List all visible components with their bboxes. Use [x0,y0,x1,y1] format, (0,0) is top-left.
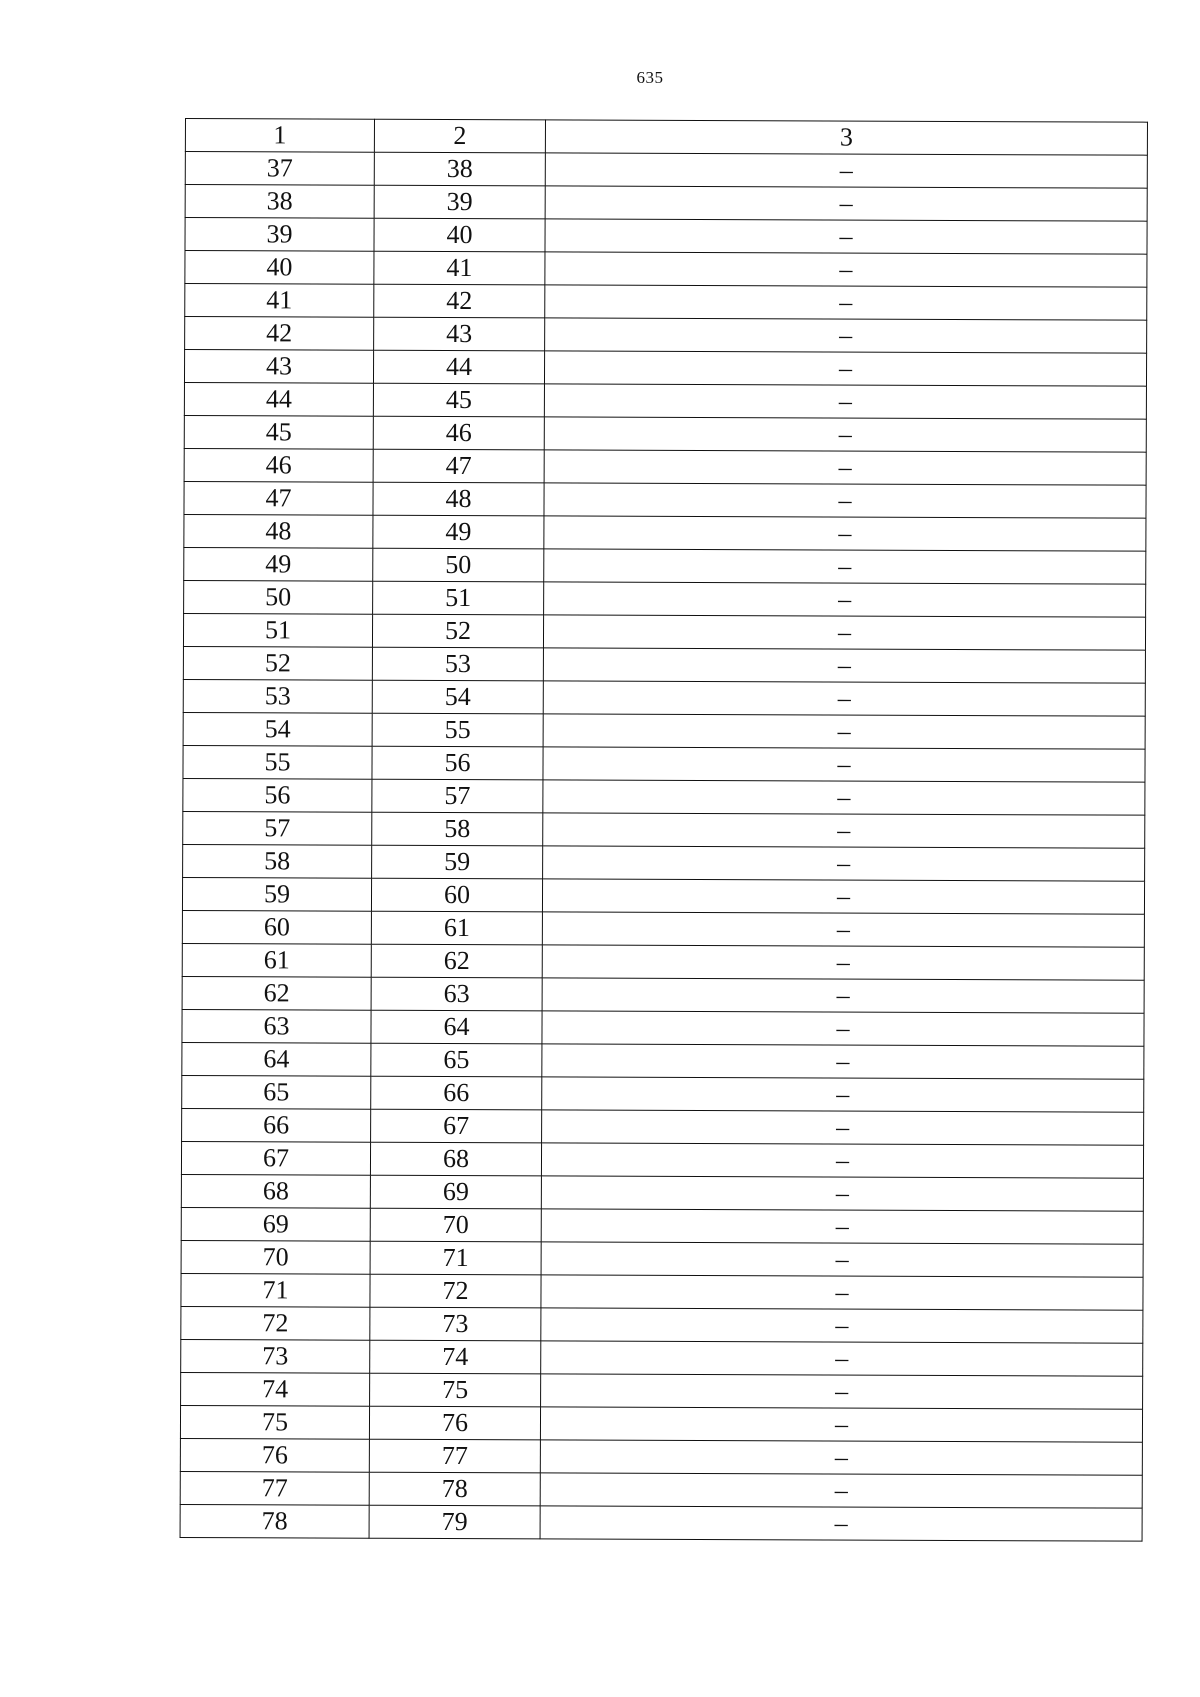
table-cell-col-1: 63 [182,1009,371,1043]
table-cell-col-2: 68 [370,1142,541,1176]
table-cell-col-2: 78 [369,1472,540,1506]
table-row [184,514,1146,551]
table-cell-col-2: 47 [373,449,544,483]
table-cell-col-3: – [542,1044,1144,1079]
table-cell-col-1: 64 [182,1042,371,1076]
table-cell-col-3: – [543,846,1145,881]
table-cell-col-2: 55 [372,713,543,747]
table-cell-col-1: 42 [185,317,374,351]
table-cell-col-2: 76 [369,1406,540,1440]
table-row [183,778,1145,815]
table-cell-col-2: 77 [369,1439,540,1473]
table-row [181,1207,1143,1244]
table-cell-col-2: 53 [372,647,543,681]
table-cell-col-1: 76 [180,1438,369,1472]
table-row [182,1042,1144,1079]
table-cell-col-3: – [541,1341,1143,1376]
table-cell-col-1: 51 [183,613,372,647]
table-row [185,251,1147,288]
table-cell-col-2: 72 [370,1274,541,1308]
table-cell-col-3: – [544,516,1146,551]
table-row [183,679,1145,716]
table-cell-col-2: 70 [370,1208,541,1242]
table-cell-col-1: 56 [183,778,372,812]
table-cell-col-1: 75 [180,1405,369,1439]
table-cell-col-3: – [542,1110,1144,1145]
table-row [182,910,1144,947]
header-cell-col-3: 3 [545,120,1147,155]
table-row [182,943,1144,980]
table-cell-col-3: – [543,780,1145,815]
table-cell-col-3: – [541,1209,1143,1244]
table-cell-col-2: 46 [373,416,544,450]
table-row [180,1405,1142,1442]
table-cell-col-3: – [541,1374,1143,1409]
table-cell-col-1: 54 [183,712,372,746]
table-cell-col-1: 44 [184,382,373,416]
table-cell-col-3: – [541,1308,1143,1343]
table-cell-col-1: 62 [182,976,371,1010]
table-row [183,745,1145,782]
table-cell-col-2: 75 [370,1373,541,1407]
table-cell-col-2: 52 [372,614,543,648]
page-number: 635 [636,68,664,87]
table-cell-col-3: – [541,1242,1143,1277]
table-cell-col-2: 71 [370,1241,541,1275]
table-cell-col-1: 61 [182,943,371,977]
table-cell-col-1: 70 [181,1240,370,1274]
table-cell-col-3: – [540,1473,1142,1508]
table-cell-col-1: 50 [184,580,373,614]
table-cell-col-3: – [545,285,1147,320]
table-cell-col-1: 65 [182,1075,371,1109]
table-cell-col-3: – [545,252,1147,287]
table-row [184,448,1146,485]
table-cell-col-3: – [542,1077,1144,1112]
table-cell-col-2: 60 [371,878,542,912]
table-cell-col-3: – [543,648,1145,683]
table-cell-col-3: – [543,681,1145,716]
table-cell-col-2: 38 [374,152,545,186]
table-cell-col-3: – [540,1506,1142,1541]
table-row [184,547,1146,584]
table-cell-col-1: 66 [182,1108,371,1142]
table-cell-col-1: 58 [183,844,372,878]
table-cell-col-1: 53 [183,679,372,713]
table-row [185,152,1147,189]
table-row [184,382,1146,419]
table-cell-col-3: – [541,1176,1143,1211]
table-row [181,1141,1143,1178]
table-row [184,580,1146,617]
table-cell-col-1: 49 [184,547,373,581]
table-header [185,119,1147,156]
table-cell-col-2: 40 [374,218,545,252]
table-body [180,152,1147,1542]
table-cell-col-1: 48 [184,514,373,548]
table-row [183,646,1145,683]
table-row [181,1372,1143,1409]
table-cell-col-2: 44 [373,350,544,384]
table-cell-col-2: 43 [374,317,545,351]
table-row [184,481,1146,518]
table-row [182,877,1144,914]
table-cell-col-3: – [544,549,1146,584]
table-cell-col-3: – [540,1440,1142,1475]
table-row [181,1174,1143,1211]
table-cell-col-3: – [543,615,1145,650]
table-cell-col-3: – [542,879,1144,914]
table-cell-col-2: 65 [371,1043,542,1077]
table-cell-col-1: 37 [185,152,374,186]
table-cell-col-1: 77 [180,1471,369,1505]
table-row [183,844,1145,881]
table-row [183,811,1145,848]
table-cell-col-3: – [545,219,1147,254]
table-cell-col-2: 48 [373,482,544,516]
table-cell-col-3: – [542,945,1144,980]
table-row [185,284,1147,321]
table-cell-col-2: 49 [373,515,544,549]
table-cell-col-3: – [544,351,1146,386]
table-cell-col-3: – [544,417,1146,452]
table-cell-col-1: 57 [183,811,372,845]
table-cell-col-3: – [541,1143,1143,1178]
table-row [184,415,1146,452]
table-row [182,1009,1144,1046]
table-cell-col-1: 43 [184,350,373,384]
table-row [182,976,1144,1013]
table-row [182,1108,1144,1145]
table-cell-col-3: – [540,1407,1142,1442]
table-row [185,218,1147,255]
table-cell-col-2: 67 [371,1109,542,1143]
table-cell-col-1: 68 [181,1174,370,1208]
table-cell-col-3: – [544,483,1146,518]
table-cell-col-1: 52 [183,646,372,680]
table-cell-col-2: 54 [372,680,543,714]
header-cell-col-1: 1 [185,119,374,153]
table-row [183,712,1145,749]
table-cell-col-2: 59 [372,845,543,879]
table-cell-col-1: 69 [181,1207,370,1241]
table-cell-col-3: – [543,813,1145,848]
table-cell-col-2: 73 [370,1307,541,1341]
table-cell-col-2: 58 [372,812,543,846]
table-cell-col-3: – [544,582,1146,617]
table-cell-col-1: 46 [184,448,373,482]
table-cell-col-2: 57 [372,779,543,813]
table-cell-col-1: 41 [185,284,374,318]
table-cell-col-2: 42 [374,284,545,318]
table-cell-col-1: 72 [181,1306,370,1340]
table-cell-col-1: 59 [182,877,371,911]
table-row [180,1504,1142,1541]
table-cell-col-1: 60 [182,910,371,944]
table-cell-col-3: – [541,1275,1143,1310]
table-cell-col-2: 39 [374,185,545,219]
table-cell-col-1: 38 [185,185,374,219]
table-cell-col-2: 69 [370,1175,541,1209]
table-cell-col-3: – [542,978,1144,1013]
table-cell-col-1: 78 [180,1504,369,1538]
data-table [180,118,1148,1542]
table-cell-col-3: – [545,186,1147,221]
table-cell-col-3: – [544,450,1146,485]
table-cell-col-2: 56 [372,746,543,780]
table-row [183,613,1145,650]
table-cell-col-2: 74 [370,1340,541,1374]
table-row [180,1438,1142,1475]
table-row [185,317,1147,354]
table-cell-col-3: – [545,318,1147,353]
table-cell-col-3: – [543,747,1145,782]
table-cell-col-2: 61 [371,911,542,945]
table-cell-col-2: 41 [374,251,545,285]
table-cell-col-1: 67 [181,1141,370,1175]
table-cell-col-2: 50 [373,548,544,582]
table-cell-col-2: 63 [371,977,542,1011]
table-cell-col-3: – [545,153,1147,188]
table-row [184,350,1146,387]
table-cell-col-3: – [543,714,1145,749]
table-cell-col-2: 62 [371,944,542,978]
table-row [181,1240,1143,1277]
table-cell-col-2: 51 [373,581,544,615]
table-row [181,1306,1143,1343]
table-cell-col-2: 45 [373,383,544,417]
table-cell-col-1: 47 [184,481,373,515]
header-row [185,119,1147,156]
table-cell-col-1: 74 [181,1372,370,1406]
table-cell-col-2: 64 [371,1010,542,1044]
table-cell-col-3: – [542,1011,1144,1046]
table-cell-col-2: 66 [371,1076,542,1110]
header-cell-col-2: 2 [374,119,545,153]
table-cell-col-2: 79 [369,1505,540,1539]
table-cell-col-1: 71 [181,1273,370,1307]
table-row [182,1075,1144,1112]
table-cell-col-1: 39 [185,218,374,252]
table-row [180,1471,1142,1508]
table-cell-col-1: 73 [181,1339,370,1373]
table-cell-col-3: – [544,384,1146,419]
table-cell-col-1: 55 [183,745,372,779]
table-cell-col-1: 45 [184,415,373,449]
table-row [185,185,1147,222]
table-cell-col-3: – [542,912,1144,947]
table-row [181,1273,1143,1310]
table-cell-col-1: 40 [185,251,374,285]
table-row [181,1339,1143,1376]
